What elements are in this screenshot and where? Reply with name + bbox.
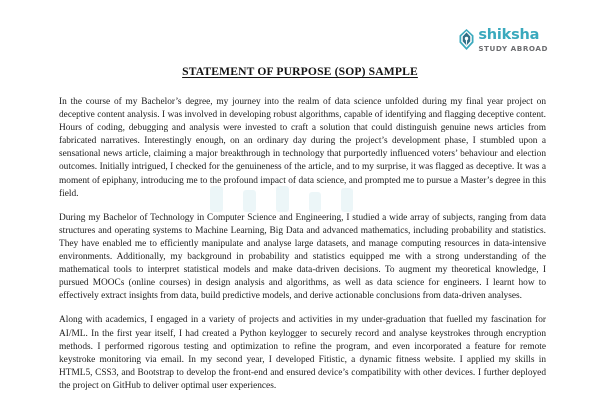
brand-name: shiksha <box>478 27 540 43</box>
paragraph: Along with academics, I engaged in a variety of projects and activities in my under-graduation that fuelled my fascination for AI/ML. In the first year itself, I had created a Python keylogger to securely record and analyse keystrokes through encryption methods. I performed rigorous testing and optimization to refine the program, and even incorporated a feature for remote keystroke monitoring via email. In my second year, I developed Fitistic, a dynamic fitness website. I applied my skills in HTML5, CSS3, and Bootstrap to develop the front-end and ensured device’s compatibility with other devices. I further deployed the project on GitHub to deliver optimal user experiences. <box>59 315 546 391</box>
brand-wordmark <box>478 28 548 52</box>
paragraph: In the course of my Bachelor’s degree, my journey into the realm of data science unfolded during my final year project on deceptive content analysis. I was involved in developing robust algorithms, capable of identifying and flagging deceptive content. Hours of coding, debugging and analysis were invested to craft a solution that could distinguish genuine news articles from fabricated narratives. Interestingly enough, on an ordinary day during the project’s development phase, I stumbled upon a sensational news article, claiming a major breakthrough in technology that purportedly influenced voters’ behaviour and election outcomes. Initially intrigued, I checked for the genuineness of the article, and to my surprise, it was flagged as deceptive. It was a moment of epiphany, introducing me to the profound impact of data science, and prompted me to pursue a Master’s degree in this field. <box>59 97 546 199</box>
pen-nib-icon <box>458 29 475 50</box>
brand-logo <box>458 28 548 52</box>
brand-tagline: STUDY ABROAD <box>478 43 548 53</box>
document-title-text: STATEMENT OF PURPOSE (SOP) SAMPLE <box>182 65 418 78</box>
document-body <box>59 96 546 393</box>
document-title <box>0 65 600 78</box>
paragraph: During my Bachelor of Technology in Computer Science and Engineering, I studied a wide array of subjects, ranging from data structures and operating systems to Machine Learning, Big Data and advanced mathematics, including probability and statistics. They have enabled me to efficiently manipulate and analyse large datasets, and manage computing resources in data-intensive environments. Additionally, my background in probability and statistics equipped me with a strong understanding of the mathematical tools to interpret statistical models and make data-driven decisions. To augment my theoretical knowledge, I pursued MOOCs (online courses) in design analysis and algorithms, as well as data science for engineers. I learnt how to effectively extract insights from data, build predictive models, and derive actionable conclusions from data-driven analyses. <box>59 212 546 302</box>
